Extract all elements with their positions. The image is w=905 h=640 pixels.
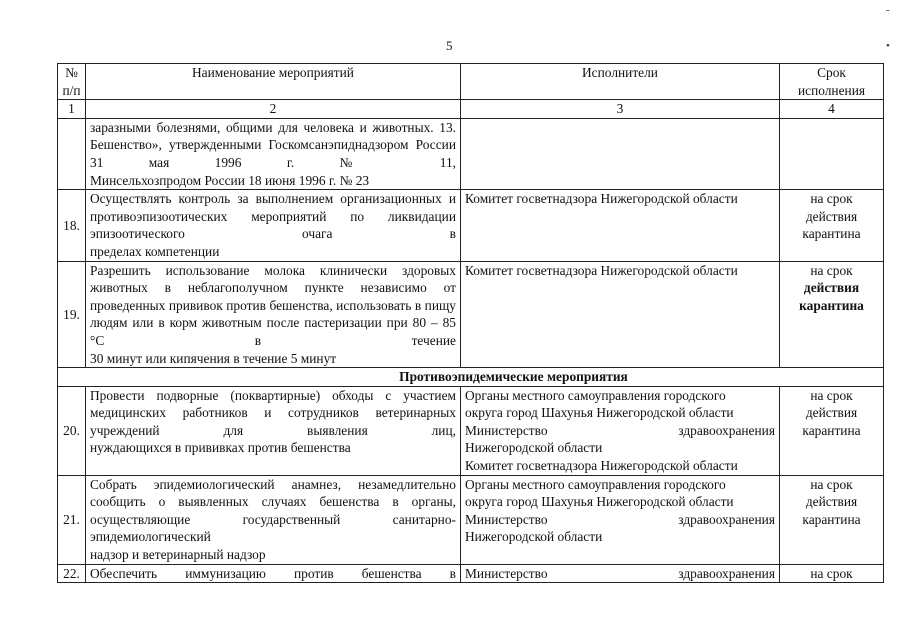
- column-numbers-row: 1 2 3 4: [58, 100, 884, 119]
- measure-description: Обеспечить иммунизацию против бешенства в: [86, 564, 461, 583]
- measures-table: [57, 63, 884, 583]
- measure-description: Осуществлять контроль за выполнением организационных и противоэпизоотических мероприятий по ликвидации эпизоотического очага в пределах компетенции: [86, 190, 461, 261]
- measure-description: Провести подворные (поквартирные) обходы с участием медицинских работников и сотрудников ветеринарных учреждений для выявления лиц, нуждающихся в прививках против бешенства: [86, 386, 461, 475]
- measure-description: заразными болезнями, общими для человека и животных. 13. Бешенство», утвержденными Госкомсанэпиднадзором России 31 мая 1996 г. № 11, Минсельхозпродом России 18 июня 1996 г. № 23: [86, 118, 461, 189]
- scan-mark: -: [886, 4, 890, 16]
- table-row: [58, 386, 884, 475]
- executor: Комитет госветнадзора Нижегородской области: [461, 261, 780, 368]
- row-number: 22.: [58, 564, 86, 583]
- executor: Комитет госветнадзора Нижегородской области: [461, 190, 780, 261]
- term: на срок действия карантина: [780, 475, 884, 564]
- term: на срок действия карантина: [780, 386, 884, 475]
- section-row: [58, 368, 884, 387]
- executor: Органы местного самоуправления городского округа город Шахунья Нижегородской области Министерство здравоохранения Нижегородской области Комитет госветнадзора Нижегородской области: [461, 386, 780, 475]
- table-row: [58, 118, 884, 189]
- term: на срок действия карантина: [780, 190, 884, 261]
- table-row: [58, 261, 884, 368]
- term: на срок действия карантина: [780, 261, 884, 368]
- header-executors: Исполнители: [461, 64, 780, 100]
- header-name: Наименование мероприятий: [86, 64, 461, 100]
- table-header-row: [58, 64, 884, 100]
- row-number: 18.: [58, 190, 86, 261]
- table-row: [58, 564, 884, 583]
- executor: Органы местного самоуправления городского округа город Шахунья Нижегородской области Министерство здравоохранения Нижегородской области: [461, 475, 780, 564]
- row-number: 20.: [58, 386, 86, 475]
- term: на срок: [780, 564, 884, 583]
- page-number: 5: [446, 38, 453, 53]
- header-num: № п/п: [58, 64, 86, 100]
- table-row: [58, 475, 884, 564]
- section-title: Противоэпидемические мероприятия: [58, 368, 884, 387]
- row-number: 19.: [58, 261, 86, 368]
- measure-description: Разрешить использование молока клинически здоровых животных в неблагополучном пункте независимо от проведенных прививок против бешенства, использовать в пищу людям или в корм животным после пастеризации при 80 – 85 °С в течение 30 минут или кипячения в течение 5 минут: [86, 261, 461, 368]
- scan-mark: •: [886, 40, 890, 52]
- executor: Министерство здравоохранения: [461, 564, 780, 583]
- row-number: 21.: [58, 475, 86, 564]
- header-term: Срок исполнения: [780, 64, 884, 100]
- measure-description: Собрать эпидемиологический анамнез, незамедлительно сообщить о выявленных случаях бешенства в органы, осуществляющие государственный санитарно-эпидемиологический надзор и ветеринарный надзор: [86, 475, 461, 564]
- table-row: [58, 190, 884, 261]
